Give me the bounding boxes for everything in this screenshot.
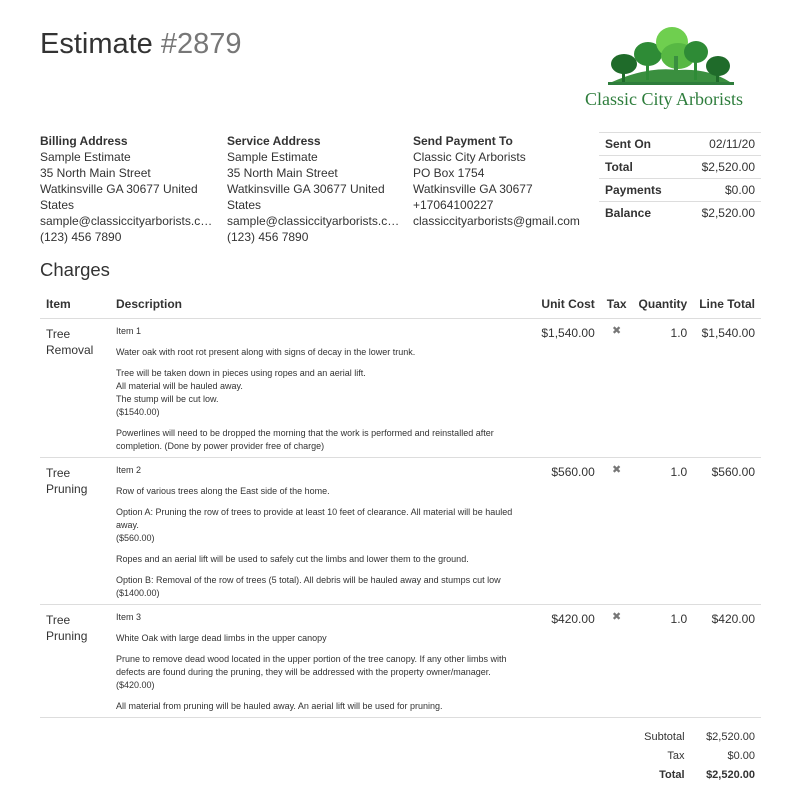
payment-line: Watkinsville GA 30677 [413, 182, 533, 196]
summary-label: Sent On [599, 133, 682, 156]
subtotal-value: $2,520.00 [706, 730, 755, 743]
billing-address-heading: Billing Address [40, 134, 128, 148]
charge-unit-cost: $560.00 [535, 458, 600, 605]
tax-row [630, 746, 761, 765]
description-paragraph: Row of various trees along the East side of the home. [116, 486, 330, 496]
col-line-total: Line Total [693, 291, 761, 319]
billing-line: Watkinsville GA 30677 United [40, 182, 198, 196]
charge-quantity: 1.0 [633, 605, 694, 718]
subtotal-label: Subtotal [644, 730, 685, 743]
billing-address [40, 133, 216, 245]
charges-body [40, 319, 761, 718]
billing-phone: (123) 456 7890 [40, 230, 122, 244]
payment-address-heading: Send Payment To [413, 134, 513, 148]
total-label: Total [659, 768, 685, 781]
summary-value: $2,520.00 [682, 156, 761, 179]
payment-address [413, 133, 589, 229]
service-line: 35 North Main Street [227, 166, 338, 180]
description-paragraph: Tree will be taken down in pieces using ropes and an aerial lift. All material will be hauled away. The stump will be cut low. ($1540.00) [116, 368, 366, 417]
charge-quantity: 1.0 [633, 319, 694, 458]
service-phone: (123) 456 7890 [227, 230, 309, 244]
charge-row [40, 605, 761, 718]
service-address-heading: Service Address [227, 134, 321, 148]
summary-label: Payments [599, 179, 682, 202]
charges-heading: Charges [40, 259, 110, 280]
service-address [227, 133, 403, 245]
billing-email: sample@classiccityarborists.c… [40, 214, 213, 228]
billing-line: States [40, 198, 75, 212]
estimate-number: #2879 [160, 28, 242, 60]
summary-row [599, 202, 761, 225]
col-quantity: Quantity [633, 291, 694, 319]
charge-description [110, 605, 535, 718]
description-paragraph: Option B: Removal of the row of trees (5 total). All debris will be hauled away and stumps cut low ($1400.00) [116, 575, 501, 598]
description-paragraph: Water oak with root rot present along with signs of decay in the lower trunk. [116, 347, 416, 357]
charge-unit-cost: $420.00 [535, 605, 600, 718]
tax-label: Tax [667, 749, 685, 762]
total-value: $2,520.00 [706, 768, 755, 781]
tax-value: $0.00 [727, 749, 755, 762]
description-paragraph: All material from pruning will be hauled away. An aerial lift will be used for pruning. [116, 701, 443, 711]
description-paragraph: Ropes and an aerial lift will be used to safely cut the limbs and lower them to the ground. [116, 554, 469, 564]
charge-description [110, 319, 535, 458]
trees-logo-icon [608, 26, 734, 88]
summary-value: $0.00 [682, 179, 761, 202]
description-paragraph: Prune to remove dead wood located in the upper portion of the tree canopy. If any other limbs with defects are found during the pruning, they will be addressed with the property owner/manager. ($420.00) [116, 654, 507, 690]
charge-row [40, 458, 761, 605]
service-line: Watkinsville GA 30677 United [227, 182, 385, 196]
charge-item-name: Tree Removal [40, 319, 110, 458]
title-word: Estimate [40, 28, 153, 60]
tax-cross-icon: ✖ [601, 458, 633, 605]
total-row [630, 765, 761, 784]
summary-label: Balance [599, 202, 682, 225]
summary-label: Total [599, 156, 682, 179]
description-paragraph: White Oak with large dead limbs in the upper canopy [116, 633, 327, 643]
charge-description [110, 458, 535, 605]
summary-value: $2,520.00 [682, 202, 761, 225]
charges-header-row [40, 291, 761, 319]
col-unit-cost: Unit Cost [535, 291, 600, 319]
estimate-summary [599, 132, 761, 224]
col-description: Description [110, 291, 535, 319]
charge-line-total: $420.00 [693, 605, 761, 718]
summary-row [599, 133, 761, 156]
charge-unit-cost: $1,540.00 [535, 319, 600, 458]
payment-line: Classic City Arborists [413, 150, 526, 164]
totals-table [630, 727, 761, 784]
charge-item-name: Tree Pruning [40, 605, 110, 718]
subtotal-row [630, 727, 761, 746]
tax-cross-icon: ✖ [601, 605, 633, 718]
service-line: Sample Estimate [227, 150, 318, 164]
service-line: States [227, 198, 262, 212]
payment-email: classiccityarborists@gmail.com [413, 214, 580, 228]
summary-value: 02/11/20 [682, 133, 761, 156]
charge-row [40, 319, 761, 458]
charge-quantity: 1.0 [633, 458, 694, 605]
col-tax: Tax [601, 291, 633, 319]
charges-table [40, 291, 761, 718]
page-title [40, 28, 242, 61]
description-paragraph: Item 3 [116, 612, 142, 622]
description-paragraph: Option A: Pruning the row of trees to provide at least 10 feet of clearance. All material will be hauled away. ($560.00) [116, 507, 513, 543]
service-email: sample@classiccityarborists.c… [227, 214, 400, 228]
payment-line: PO Box 1754 [413, 166, 485, 180]
billing-line: 35 North Main Street [40, 166, 151, 180]
tax-cross-icon: ✖ [601, 319, 633, 458]
charge-item-name: Tree Pruning [40, 458, 110, 605]
description-paragraph: Powerlines will need to be dropped the morning that the work is performed and reinstalled after completion. (Done by power provider free of charge) [116, 428, 494, 451]
logo-text: Classic City Arborists [585, 89, 744, 109]
charge-line-total: $1,540.00 [693, 319, 761, 458]
charge-line-total: $560.00 [693, 458, 761, 605]
payment-phone: +17064100227 [413, 198, 494, 212]
summary-row [599, 156, 761, 179]
description-paragraph: Item 2 [116, 465, 142, 475]
description-paragraph: Item 1 [116, 326, 142, 336]
summary-row [599, 179, 761, 202]
billing-line: Sample Estimate [40, 150, 131, 164]
company-logo [582, 26, 760, 112]
col-item: Item [40, 291, 110, 319]
